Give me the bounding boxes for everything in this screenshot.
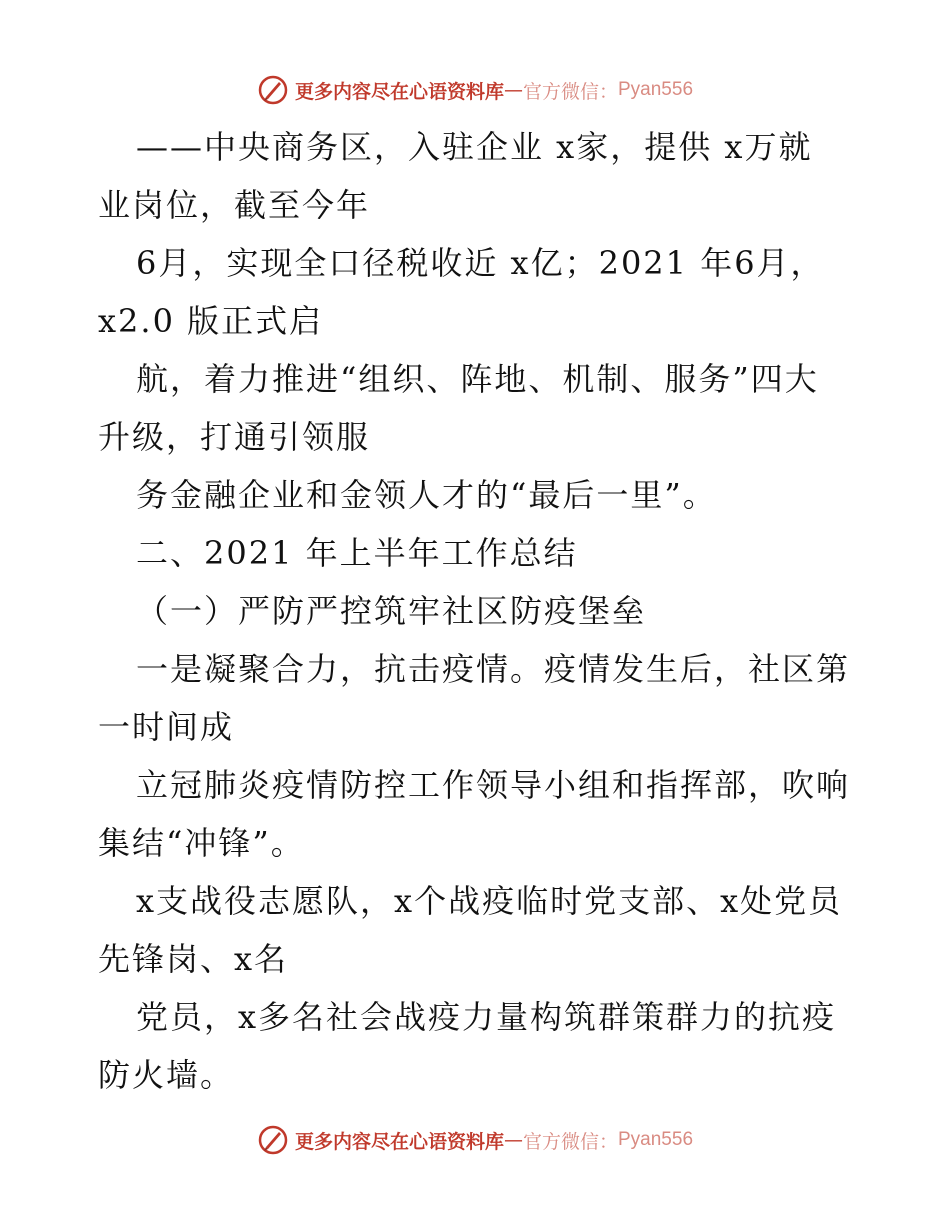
section-heading: 二、2021 年上半年工作总结 — [136, 534, 578, 572]
paragraph-line: 集结“冲锋”。 — [98, 824, 305, 862]
paragraph-line: 业岗位，截至今年 — [98, 186, 371, 224]
paragraph-line: 一时间成 — [98, 708, 235, 746]
banner-main-text: 更多内容尽在心语资料库 — [294, 80, 504, 103]
banner-dash: — — [503, 79, 523, 101]
paragraph-line: 6月，实现全口径税收近 x亿；2021 年6月， — [136, 244, 825, 282]
feather-pen-logo-icon — [257, 74, 289, 106]
header-watermark-banner — [0, 70, 950, 110]
document-body — [98, 118, 858, 1104]
paragraph-line: 先锋岗、x名 — [98, 940, 289, 978]
paragraph-line: x2.0 版正式启 — [98, 302, 324, 340]
paragraph-line: 党员，x多名社会战疫力量构筑群策群力的抗疫 — [136, 998, 837, 1036]
paragraph-line: 务金融企业和金领人才的“最后一里”。 — [136, 476, 717, 514]
paragraph-line: 升级，打通引领服 — [98, 418, 371, 456]
banner-wechat-id: Pyan556 — [618, 79, 694, 100]
paragraph-line: x支战役志愿队，x个战疫临时党支部、x处党员 — [136, 882, 843, 920]
paragraph-line: ——中央商务区，入驻企业 x家，提供 x万就 — [136, 128, 813, 166]
paragraph-line: 立冠肺炎疫情防控工作领导小组和指挥部，吹响 — [136, 766, 851, 804]
paragraph-line: 航，着力推进“组织、阵地、机制、服务”四大 — [136, 360, 819, 398]
paragraph-line: 防火墙。 — [98, 1056, 235, 1094]
footer-watermark-banner — [0, 1120, 950, 1160]
paragraph-line: 一是凝聚合力，抗击疫情。疫情发生后，社区第 — [136, 650, 851, 688]
subsection-heading: （一）严防严控筑牢社区防疫堡垒 — [136, 592, 647, 630]
banner-wechat-label: 官方微信： — [522, 80, 618, 103]
banner-wechat-id: Pyan556 — [618, 1129, 694, 1150]
banner-dash: — — [503, 1129, 523, 1151]
banner-main-text: 更多内容尽在心语资料库 — [294, 1130, 504, 1153]
feather-pen-logo-icon — [257, 1124, 289, 1156]
banner-wechat-label: 官方微信： — [522, 1130, 618, 1153]
